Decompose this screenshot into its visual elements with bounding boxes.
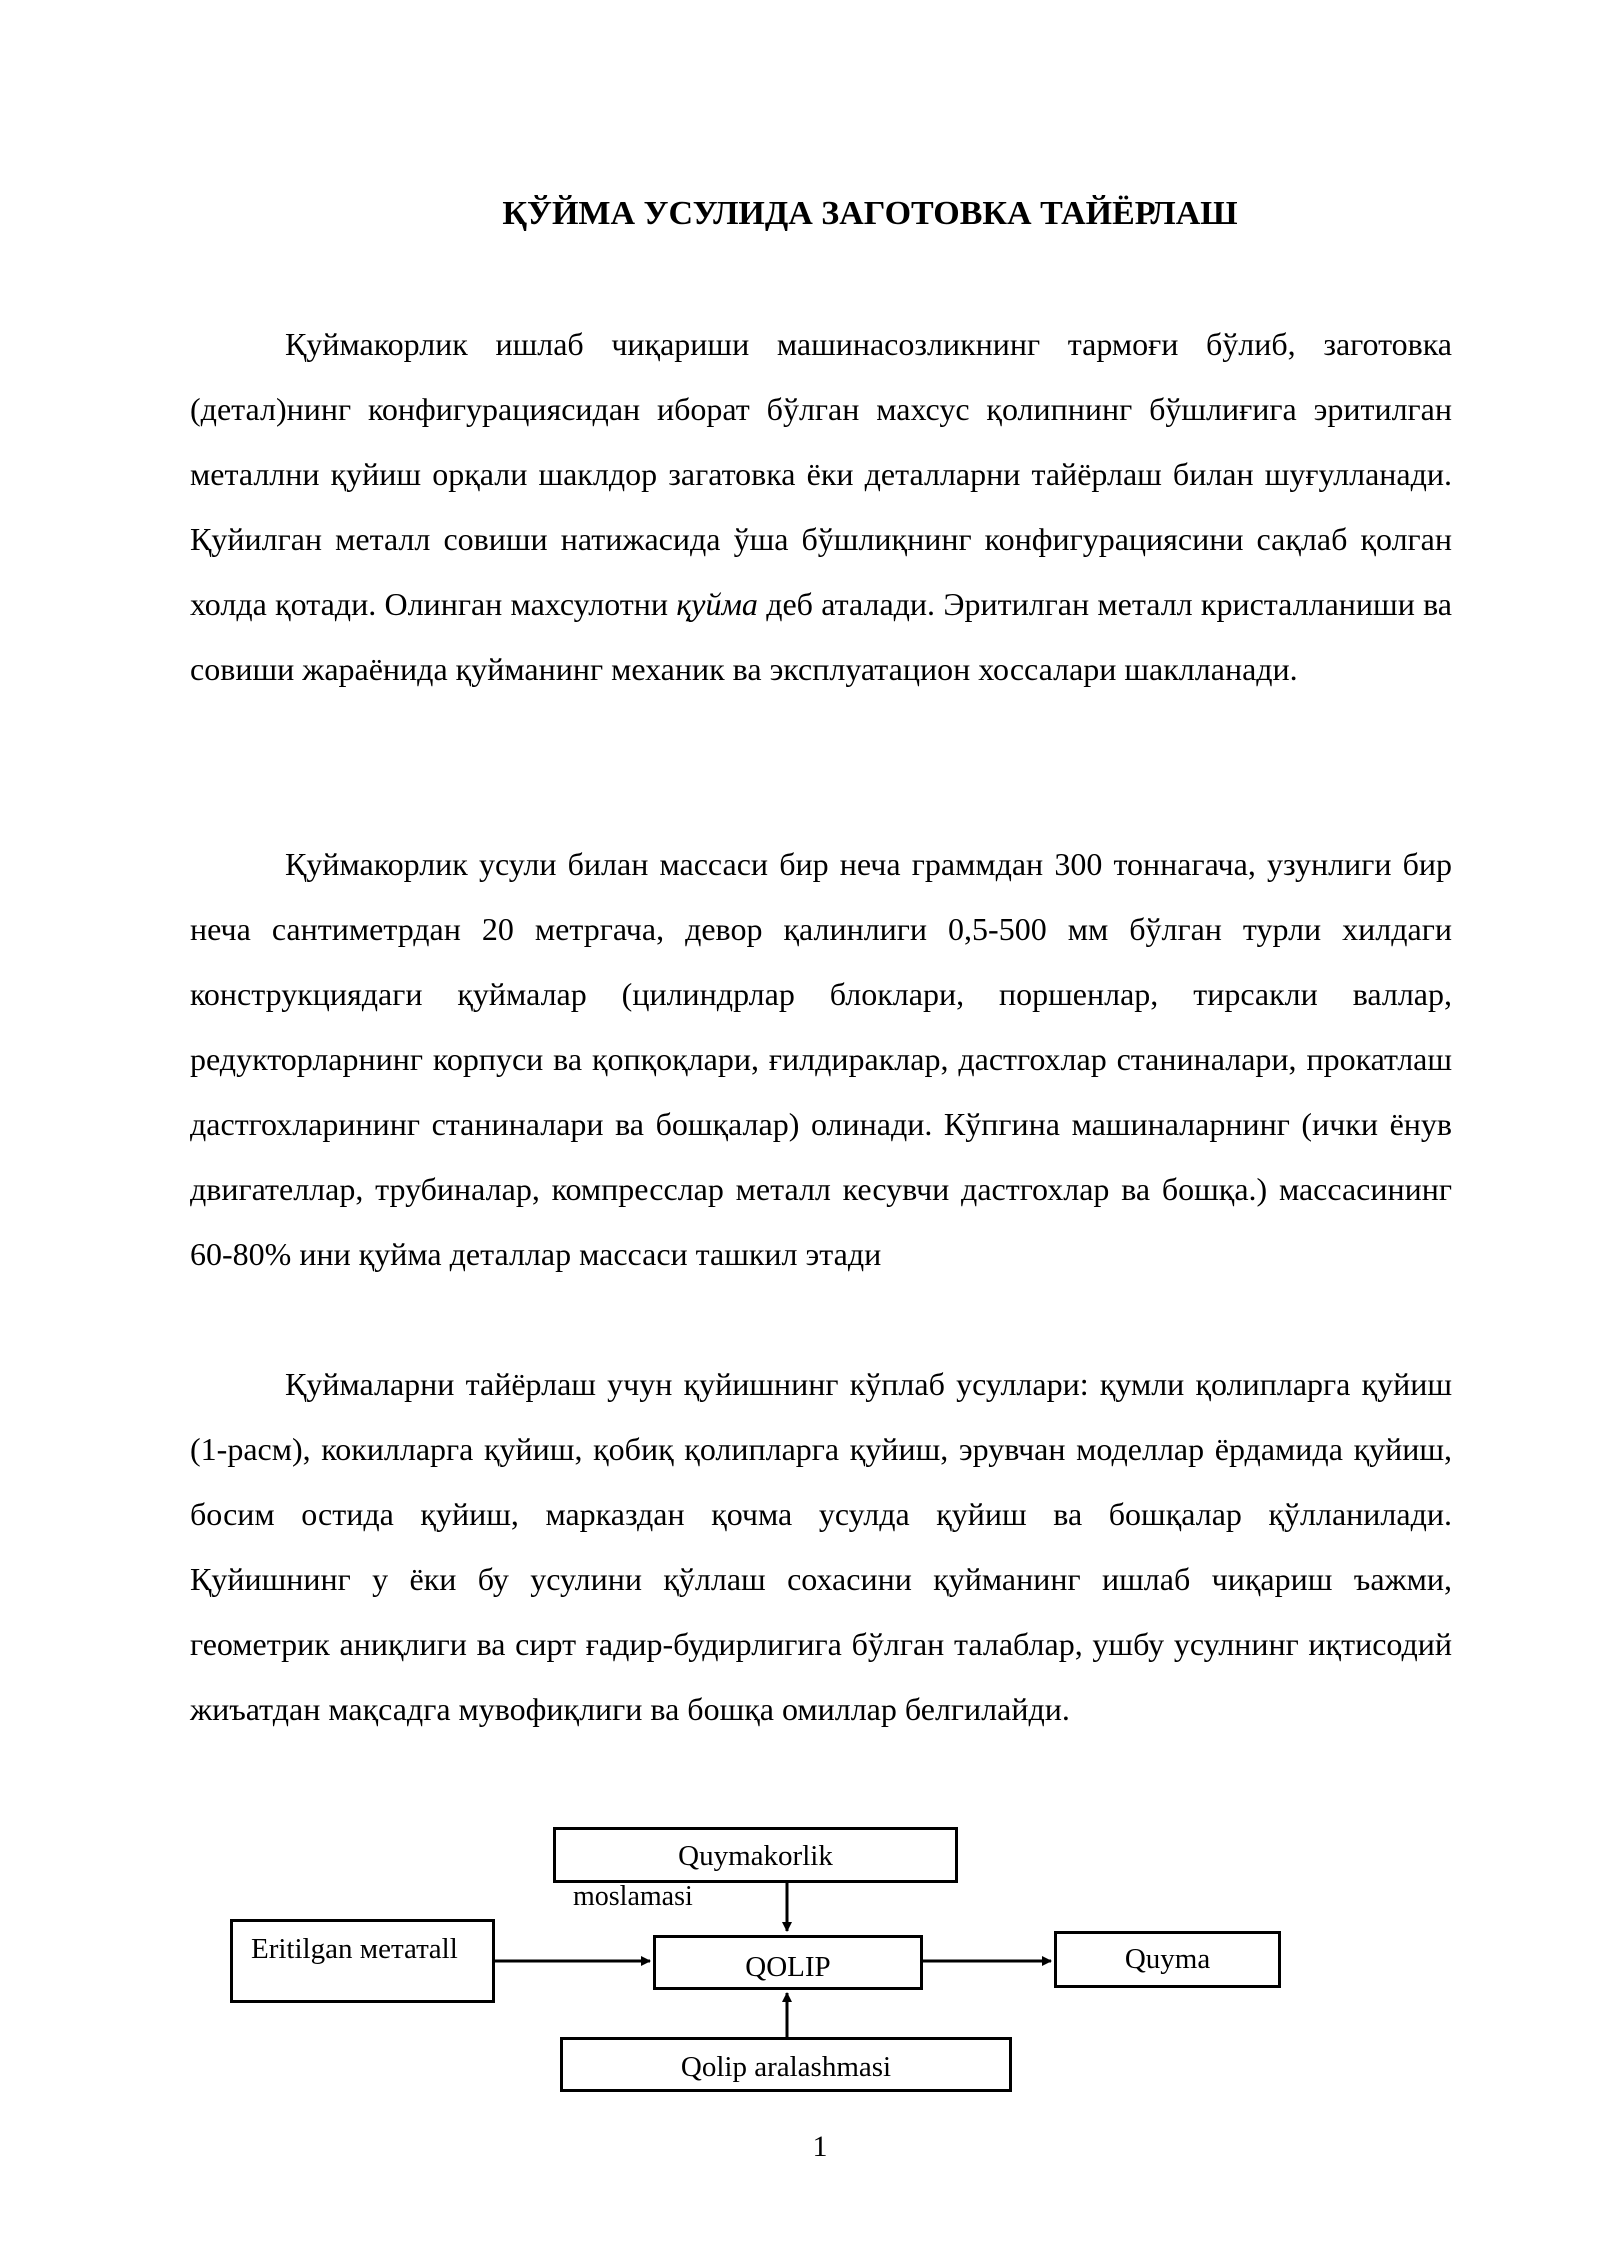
mold-mixture-label: Qolip aralashmasi — [680, 2051, 892, 2083]
mold-box — [653, 1935, 923, 1990]
page-title: ҚЎЙМА УСУЛИДА ЗАГОТОВКА ТАЙЁРЛАШ — [502, 195, 1238, 232]
molten-metal-label: Eritilgan метатall — [251, 1933, 458, 1965]
casting-box — [1054, 1931, 1281, 1988]
mold-label: QOLIP — [745, 1951, 831, 1983]
molten-metal-box — [230, 1919, 495, 2003]
casting-label: Quyma — [1124, 1943, 1211, 1975]
foundry-device-label-continued: moslamasi — [573, 1881, 693, 1912]
foundry-device-box — [553, 1827, 958, 1883]
paragraph-casting-range: Қуймакорлик усули билан массаси бир неча граммдан 300 тоннагача, узунлиги бир неча сантиметрдан 20 метргача, девор қалинлиги 0,5-500 мм бўлган турли хилдаги конструкциядаги қуймалар (цилиндрлар блоклари, поршенлар, тирсакли валлар, редукторларнинг корпуси ва қопқоқлари, ғилдираклар, дастгохлар станиналари, прокатлаш дастгохларининг станиналари ва бошқалар) олинади. Кўпгина машиналарнинг (ички ёнув двигателлар, трубиналар, компресслар металл кесувчи дастгохлар ва бошқа.) массасининг 60-80% ини қуйма деталлар массаси ташкил этади — [190, 846, 1452, 1272]
paragraph-intro-text-end: деб аталади. Эритилган металл кристалланиши ва совиши жараёнида қуйманинг механик ва эксплуатацион хоссалари шаклланади. — [190, 586, 1453, 687]
mold-mixture-box — [560, 2037, 1012, 2092]
paragraph-casting-methods: Қуймаларни тайёрлаш учун қуйишнинг кўплаб усуллари: қумли қолипларга қуйиш (1-расм), кокилларга қуйиш, қобиқ қолипларга қуйиш, эрувчан моделлар ёрдамида қуйиш, босим остида қуйиш, марказдан қочма усулда қуйиш ва бошқалар қўлланилади. Қуйишнинг у ёки бу усулини қўллаш сохасини қуйманинг ишлаб чиқариш ъажми, геометрик аниқлиги ва сирт ғадир-будирлигига бўлган талаблар, ушбу усулнинг иқтисодий жиъатдан мақсадга мувофиқлиги ва бошқа омиллар белгилайди. — [190, 1366, 1452, 1727]
page-number: 1 — [812, 2130, 828, 2163]
term-quyma: қуйма — [676, 586, 758, 622]
paragraph-intro — [190, 312, 1452, 702]
foundry-device-label: Quymakorlik — [678, 1840, 833, 1872]
paragraph-intro-text: Қуймакорлик ишлаб чиқариши машинасозликнинг тармоғи бўлиб, заготовка (детал)нинг конфигурациясидан иборат бўлган махсус қолипнинг бўшлиғига эритилган металлни қуйиш орқали шаклдор загатовка ёки деталларни тайёрлаш билан шуғулланади. Қуйилган металл совиши натижасида ўша бўшлиқнинг конфигурациясини сақлаб қолган холда қотади. Олинган махсулотни — [190, 326, 1452, 622]
